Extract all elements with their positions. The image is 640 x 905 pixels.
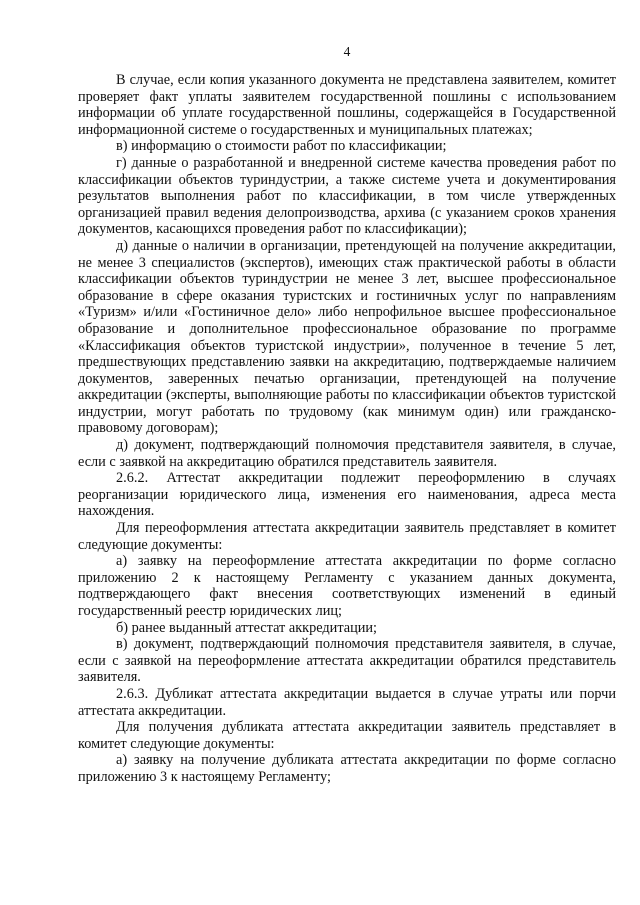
paragraph-reissue-item-v: в) документ, подтверждающий полномочия представителя заявителя, в случае, если с заявкой на переоформление аттестата аккредитации обратился представитель заявителя. [78, 636, 616, 686]
page-number: 4 [343, 44, 351, 59]
document-body [78, 72, 616, 786]
paragraph-duplicate-item-a: а) заявку на получение дубликата аттестата аккредитации по форме согласно приложению 3 к настоящему Регламенту; [78, 752, 616, 785]
paragraph-2-6-3: 2.6.3. Дубликат аттестата аккредитации выдается в случае утраты или порчи аттестата аккредитации. [78, 685, 616, 719]
paragraph-duplicate-documents: Для получения дубликата аттестата аккредитации заявитель представляет в комитет следующие документы: [78, 719, 616, 752]
paragraph-item-d-specialists: д) данные о наличии в организации, претендующей на получение аккредитации, не менее 3 специалистов (экспертов), имеющих стаж практической работы в области классификации объектов туриндустрии не менее 3 лет, высшее профессиональное образование в сфере оказания туристских и гостиничных услуг по направлениям «Туризм» и/или «Гостиничное дело» либо непрофильное высшее профессиональное образование и дополнительное профессиональное образование по программе «Классификация объектов туристской индустрии», полученное в течение 5 лет, предшествующих представлению заявки на аккредитацию, подтверждаемые наличием документов, заверенных печатью организации, претендующей на получение аккредитации (эксперты, выполняющие работы по классификации объектов туристской индустрии, могут работать по трудовому (как минимум один) или гражданско-правовому договорам); [78, 237, 616, 437]
paragraph-reissue-documents: Для переоформления аттестата аккредитации заявитель представляет в комитет следующие документы: [78, 520, 616, 553]
paragraph-item-d-representative: д) документ, подтверждающий полномочия представителя заявителя, в случае, если с заявкой на аккредитацию обратился представитель заявителя. [78, 437, 616, 470]
paragraph-2-6-2: 2.6.2. Аттестат аккредитации подлежит переоформлению в случаях реорганизации юридического лица, изменения его наименования, адреса места нахождения. [78, 470, 616, 520]
paragraph-reissue-item-a: а) заявку на переоформление аттестата аккредитации по форме согласно приложению 2 к настоящему Регламенту с указанием данных документа, подтверждающего факт внесения соответствующих изменений в единый государственный реестр юридических лиц; [78, 553, 616, 619]
paragraph-item-g-quality-system: г) данные о разработанной и внедренной системе качества проведения работ по классификации объектов туриндустрии, а также системе учета и документирования результатов выполнения работ по классификации, в том числе утвержденных организацией правил ведения делопроизводства, архива (с указанием сроков хранения документов, касающихся проведения работ по классификации); [78, 154, 616, 238]
paragraph-reissue-item-b: б) ранее выданный аттестат аккредитации; [116, 619, 378, 636]
paragraph-item-v-cost: в) информацию о стоимости работ по классификации; [116, 138, 447, 155]
paragraph-fee-check: В случае, если копия указанного документа не представлена заявителем, комитет проверяет факт уплаты заявителем государственной пошлины с использованием информации об уплате государственной пошлины, содержащейся в Государственной информационной системе о государственных и муниципальных платежах; [78, 72, 616, 138]
document-page [78, 0, 616, 905]
